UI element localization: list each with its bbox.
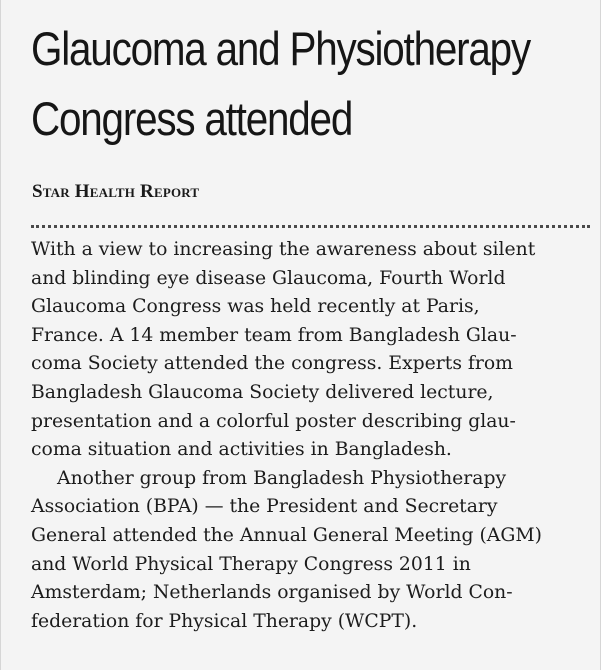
body-line: With a view to increasing the awareness about silent	[31, 239, 536, 260]
article-headline	[31, 14, 530, 154]
article-paragraph	[31, 236, 601, 465]
body-line: federation for Physical Therapy (WCPT).	[31, 610, 418, 632]
body-line: and World Physical Therapy Congress 2011 in	[31, 553, 471, 575]
body-line: presentation and a colorful poster describing glau-	[31, 410, 516, 432]
article-byline: Star Health Report	[32, 181, 200, 202]
headline-line: Glaucoma and Physiotherapy	[31, 22, 530, 75]
body-line: General attended the Annual General Meeting (AGM)	[31, 524, 542, 546]
body-line: Association (BPA) — the President and Secretary	[31, 496, 498, 518]
body-line: and blinding eye disease Glaucoma, Fourth World	[31, 267, 506, 289]
body-line: Glaucoma Congress was held recently at Paris,	[31, 296, 480, 318]
body-line: Bangladesh Glaucoma Society delivered lecture,	[31, 381, 494, 403]
body-line: coma situation and activities in Bangladesh.	[31, 439, 452, 461]
article-paragraph	[31, 465, 601, 637]
headline-line: Congress attended	[31, 92, 353, 145]
body-line: France. A 14 member team from Bangladesh Glau-	[31, 324, 517, 346]
body-line: coma Society attended the congress. Experts from	[31, 353, 513, 375]
dotted-divider	[31, 225, 590, 228]
article-body	[31, 236, 601, 636]
body-line: Another group from Bangladesh Physiotherapy	[57, 467, 507, 489]
body-line: Amsterdam; Netherlands organised by World Con-	[31, 582, 513, 604]
